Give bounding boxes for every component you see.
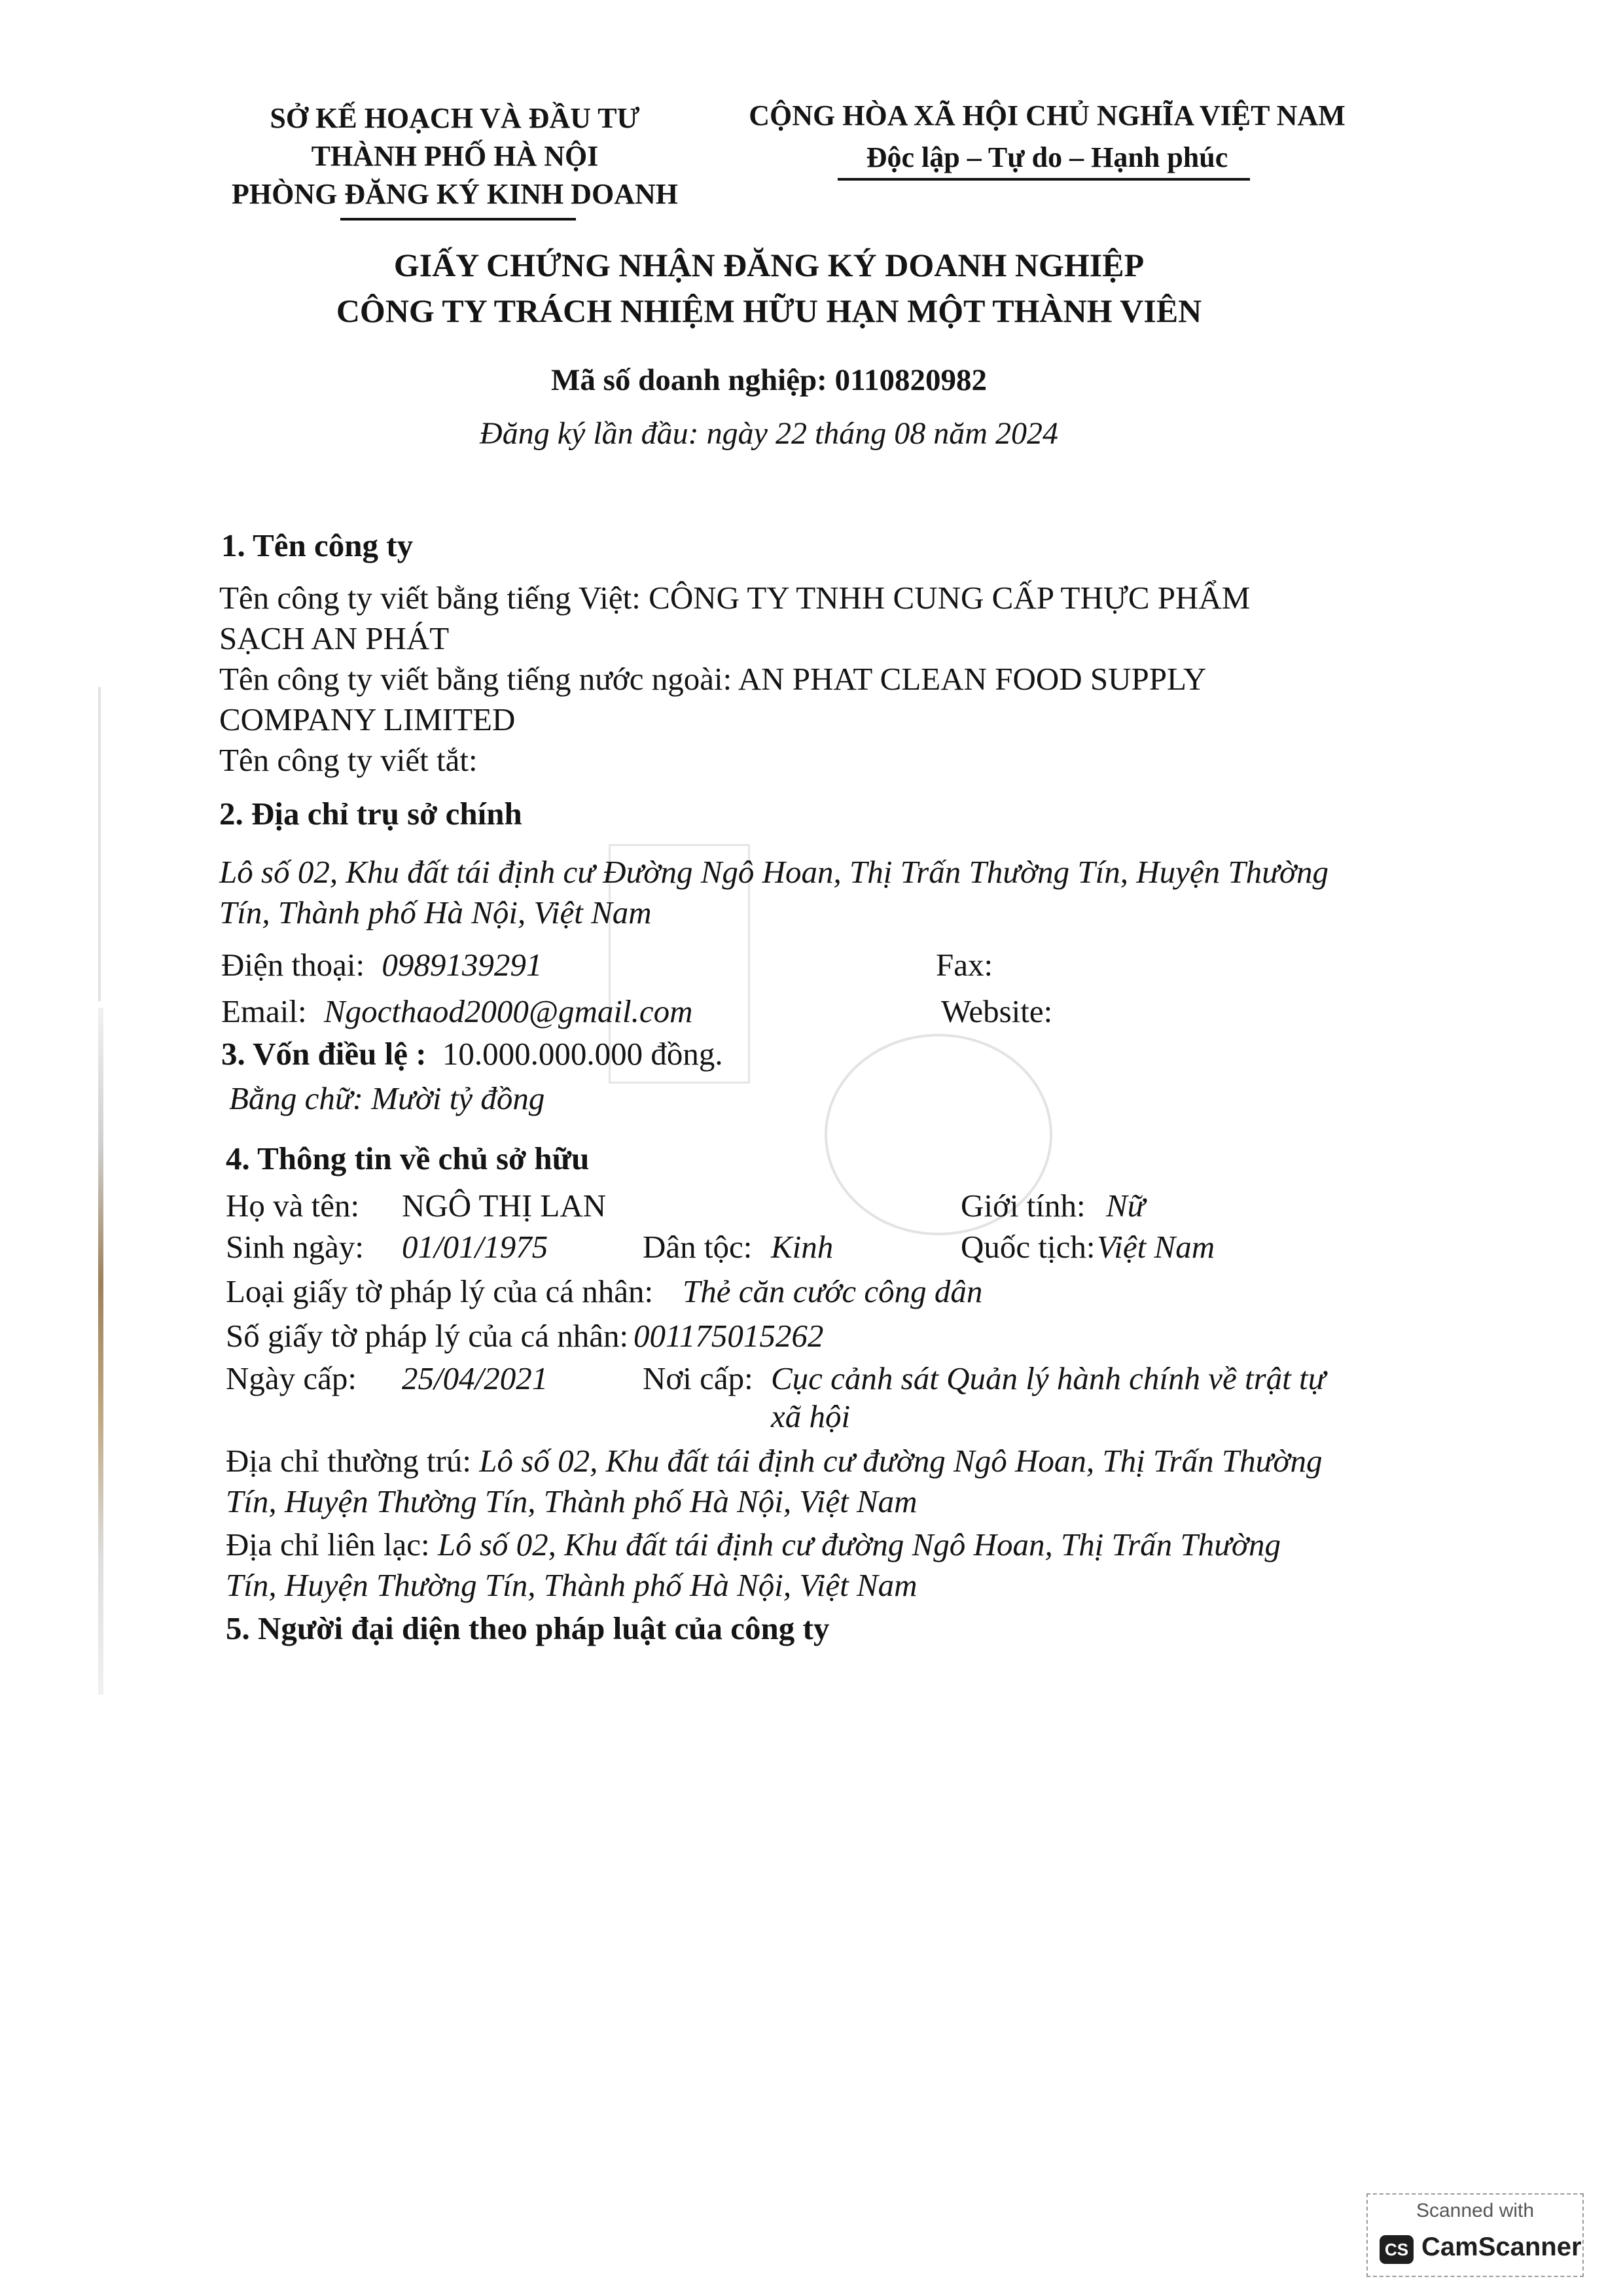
email-row: [221, 991, 693, 1032]
owner-permanent-address-1: [226, 1441, 1323, 1481]
company-name-foreign-value-1: AN PHAT CLEAN FOOD SUPPLY: [738, 661, 1207, 697]
company-name-vn-value-2: SẠCH AN PHÁT: [219, 620, 450, 656]
first-registration-date: Đăng ký lần đầu: ngày 22 tháng 08 năm 2024: [480, 416, 1058, 451]
email-label: Email:: [221, 993, 307, 1029]
header-left-line2: THÀNH PHỐ HÀ NỘI: [311, 140, 599, 172]
company-name-vn-value-1: CÔNG TY TNHH CUNG CẤP THỰC PHẨM: [649, 580, 1251, 616]
owner-contact-address-1: [226, 1525, 1281, 1565]
section1-heading: 1. Tên công ty: [221, 527, 414, 563]
header-left: [196, 99, 713, 213]
owner-issue-place-value-2: xã hội: [771, 1398, 851, 1434]
section2-heading: 2. Địa chỉ trụ sở chính: [219, 796, 522, 832]
header-right-underline: [838, 178, 1250, 181]
company-name-foreign-label: Tên công ty viết bằng tiếng nước ngoài:: [219, 661, 732, 697]
charter-capital-value: 10.000.000.000 đồng.: [442, 1036, 723, 1072]
owner-dob-value: 01/01/1975: [402, 1229, 548, 1265]
company-name-foreign-value-2: COMPANY LIMITED: [219, 701, 516, 737]
owner-contact-address-value-2: Tín, Huyện Thường Tín, Thành phố Hà Nội, Việt Nam: [226, 1567, 918, 1603]
scan-edge-stripe: [98, 1008, 103, 1695]
section5-heading: 5. Người đại diện theo pháp luật của công ty: [226, 1610, 830, 1646]
header-right-line1: CỘNG HÒA XÃ HỘI CHỦ NGHĨA VIỆT NAM: [749, 99, 1346, 132]
owner-permanent-address-value-2: Tín, Huyện Thường Tín, Thành phố Hà Nội, Việt Nam: [226, 1483, 918, 1519]
charter-capital-in-words: Bằng chữ: Mười tỷ đồng: [229, 1080, 545, 1116]
owner-issue-date-value: 25/04/2021: [402, 1360, 548, 1396]
header-left-underline: [340, 218, 576, 221]
title-line1: GIẤY CHỨNG NHẬN ĐĂNG KÝ DOANH NGHIỆP: [393, 247, 1145, 283]
title-line2: CÔNG TY TRÁCH NHIỆM HỮU HẠN MỘT THÀNH VIÊN: [336, 292, 1202, 329]
head-office-address-1: Lô số 02, Khu đất tái định cư Đường Ngô Hoan, Thị Trấn Thường Tín, Huyện Thường: [219, 854, 1329, 890]
section4-heading: 4. Thông tin về chủ sở hữu: [226, 1140, 590, 1176]
owner-gender-label: Giới tính:: [961, 1188, 1086, 1224]
camscanner-caption: Scanned with: [1416, 2200, 1535, 2221]
owner-id-number-value: 001175015262: [633, 1318, 824, 1354]
header-right-line2: Độc lập – Tự do – Hạnh phúc: [866, 141, 1228, 173]
email-value: Ngocthaod2000@gmail.com: [323, 993, 693, 1029]
phone-label: Điện thoại:: [221, 947, 365, 983]
header-right: [733, 97, 1361, 177]
tax-code: Mã số doanh nghiệp: 0110820982: [551, 363, 987, 397]
owner-dob-label: Sinh ngày:: [226, 1229, 364, 1265]
owner-issue-date-label: Ngày cấp:: [226, 1360, 357, 1396]
website-label: Website:: [941, 993, 1053, 1029]
company-name-vn: [219, 578, 1250, 618]
owner-nationality-label: Quốc tịch:: [961, 1229, 1096, 1265]
owner-ethnicity-value: Kinh: [771, 1229, 834, 1265]
header-left-line3: PHÒNG ĐĂNG KÝ KINH DOANH: [232, 178, 678, 210]
owner-permanent-address-label: Địa chỉ thường trú:: [226, 1443, 471, 1479]
header-left-line1: SỞ KẾ HOẠCH VÀ ĐẦU TƯ: [270, 102, 640, 134]
owner-ethnicity-label: Dân tộc:: [643, 1229, 753, 1265]
owner-id-type-label: Loại giấy tờ pháp lý của cá nhân:: [226, 1273, 654, 1309]
phone-row: [221, 945, 542, 985]
owner-contact-address-value-1: Lô số 02, Khu đất tái định cư đường Ngô Hoan, Thị Trấn Thường: [437, 1527, 1281, 1563]
owner-issue-place-label: Nơi cấp:: [643, 1360, 753, 1396]
company-short-name-label: Tên công ty viết tắt:: [219, 742, 478, 778]
camscanner-logo-icon: CS: [1380, 2235, 1414, 2264]
fax-label: Fax:: [936, 947, 993, 983]
owner-nationality-value: Việt Nam: [1097, 1229, 1215, 1265]
owner-issue-place-value-1: Cục cảnh sát Quản lý hành chính về trật tự: [771, 1360, 1326, 1396]
owner-id-type-value: Thẻ căn cước công dân: [683, 1273, 983, 1309]
camscanner-watermark: [1366, 2193, 1584, 2277]
owner-gender-value: Nữ: [1106, 1188, 1145, 1224]
owner-name-value: NGÔ THỊ LAN: [402, 1188, 607, 1224]
charter-capital-row: [221, 1034, 723, 1074]
company-name-vn-label: Tên công ty viết bằng tiếng Việt:: [219, 580, 641, 616]
scan-edge-shadow: [98, 687, 101, 1001]
owner-permanent-address-value-1: Lô số 02, Khu đất tái định cư đường Ngô Hoan, Thị Trấn Thường: [479, 1443, 1323, 1479]
phone-value: 0989139291: [382, 947, 543, 983]
owner-name-label: Họ và tên:: [226, 1188, 360, 1224]
owner-contact-address-label: Địa chỉ liên lạc:: [226, 1527, 430, 1563]
company-name-foreign: [219, 659, 1206, 699]
camscanner-brand: CamScanner: [1421, 2233, 1582, 2261]
head-office-address-2: Tín, Thành phố Hà Nội, Việt Nam: [219, 894, 652, 930]
owner-id-number-label: Số giấy tờ pháp lý của cá nhân:: [226, 1318, 629, 1354]
section3-heading: 3. Vốn điều lệ :: [221, 1036, 427, 1072]
